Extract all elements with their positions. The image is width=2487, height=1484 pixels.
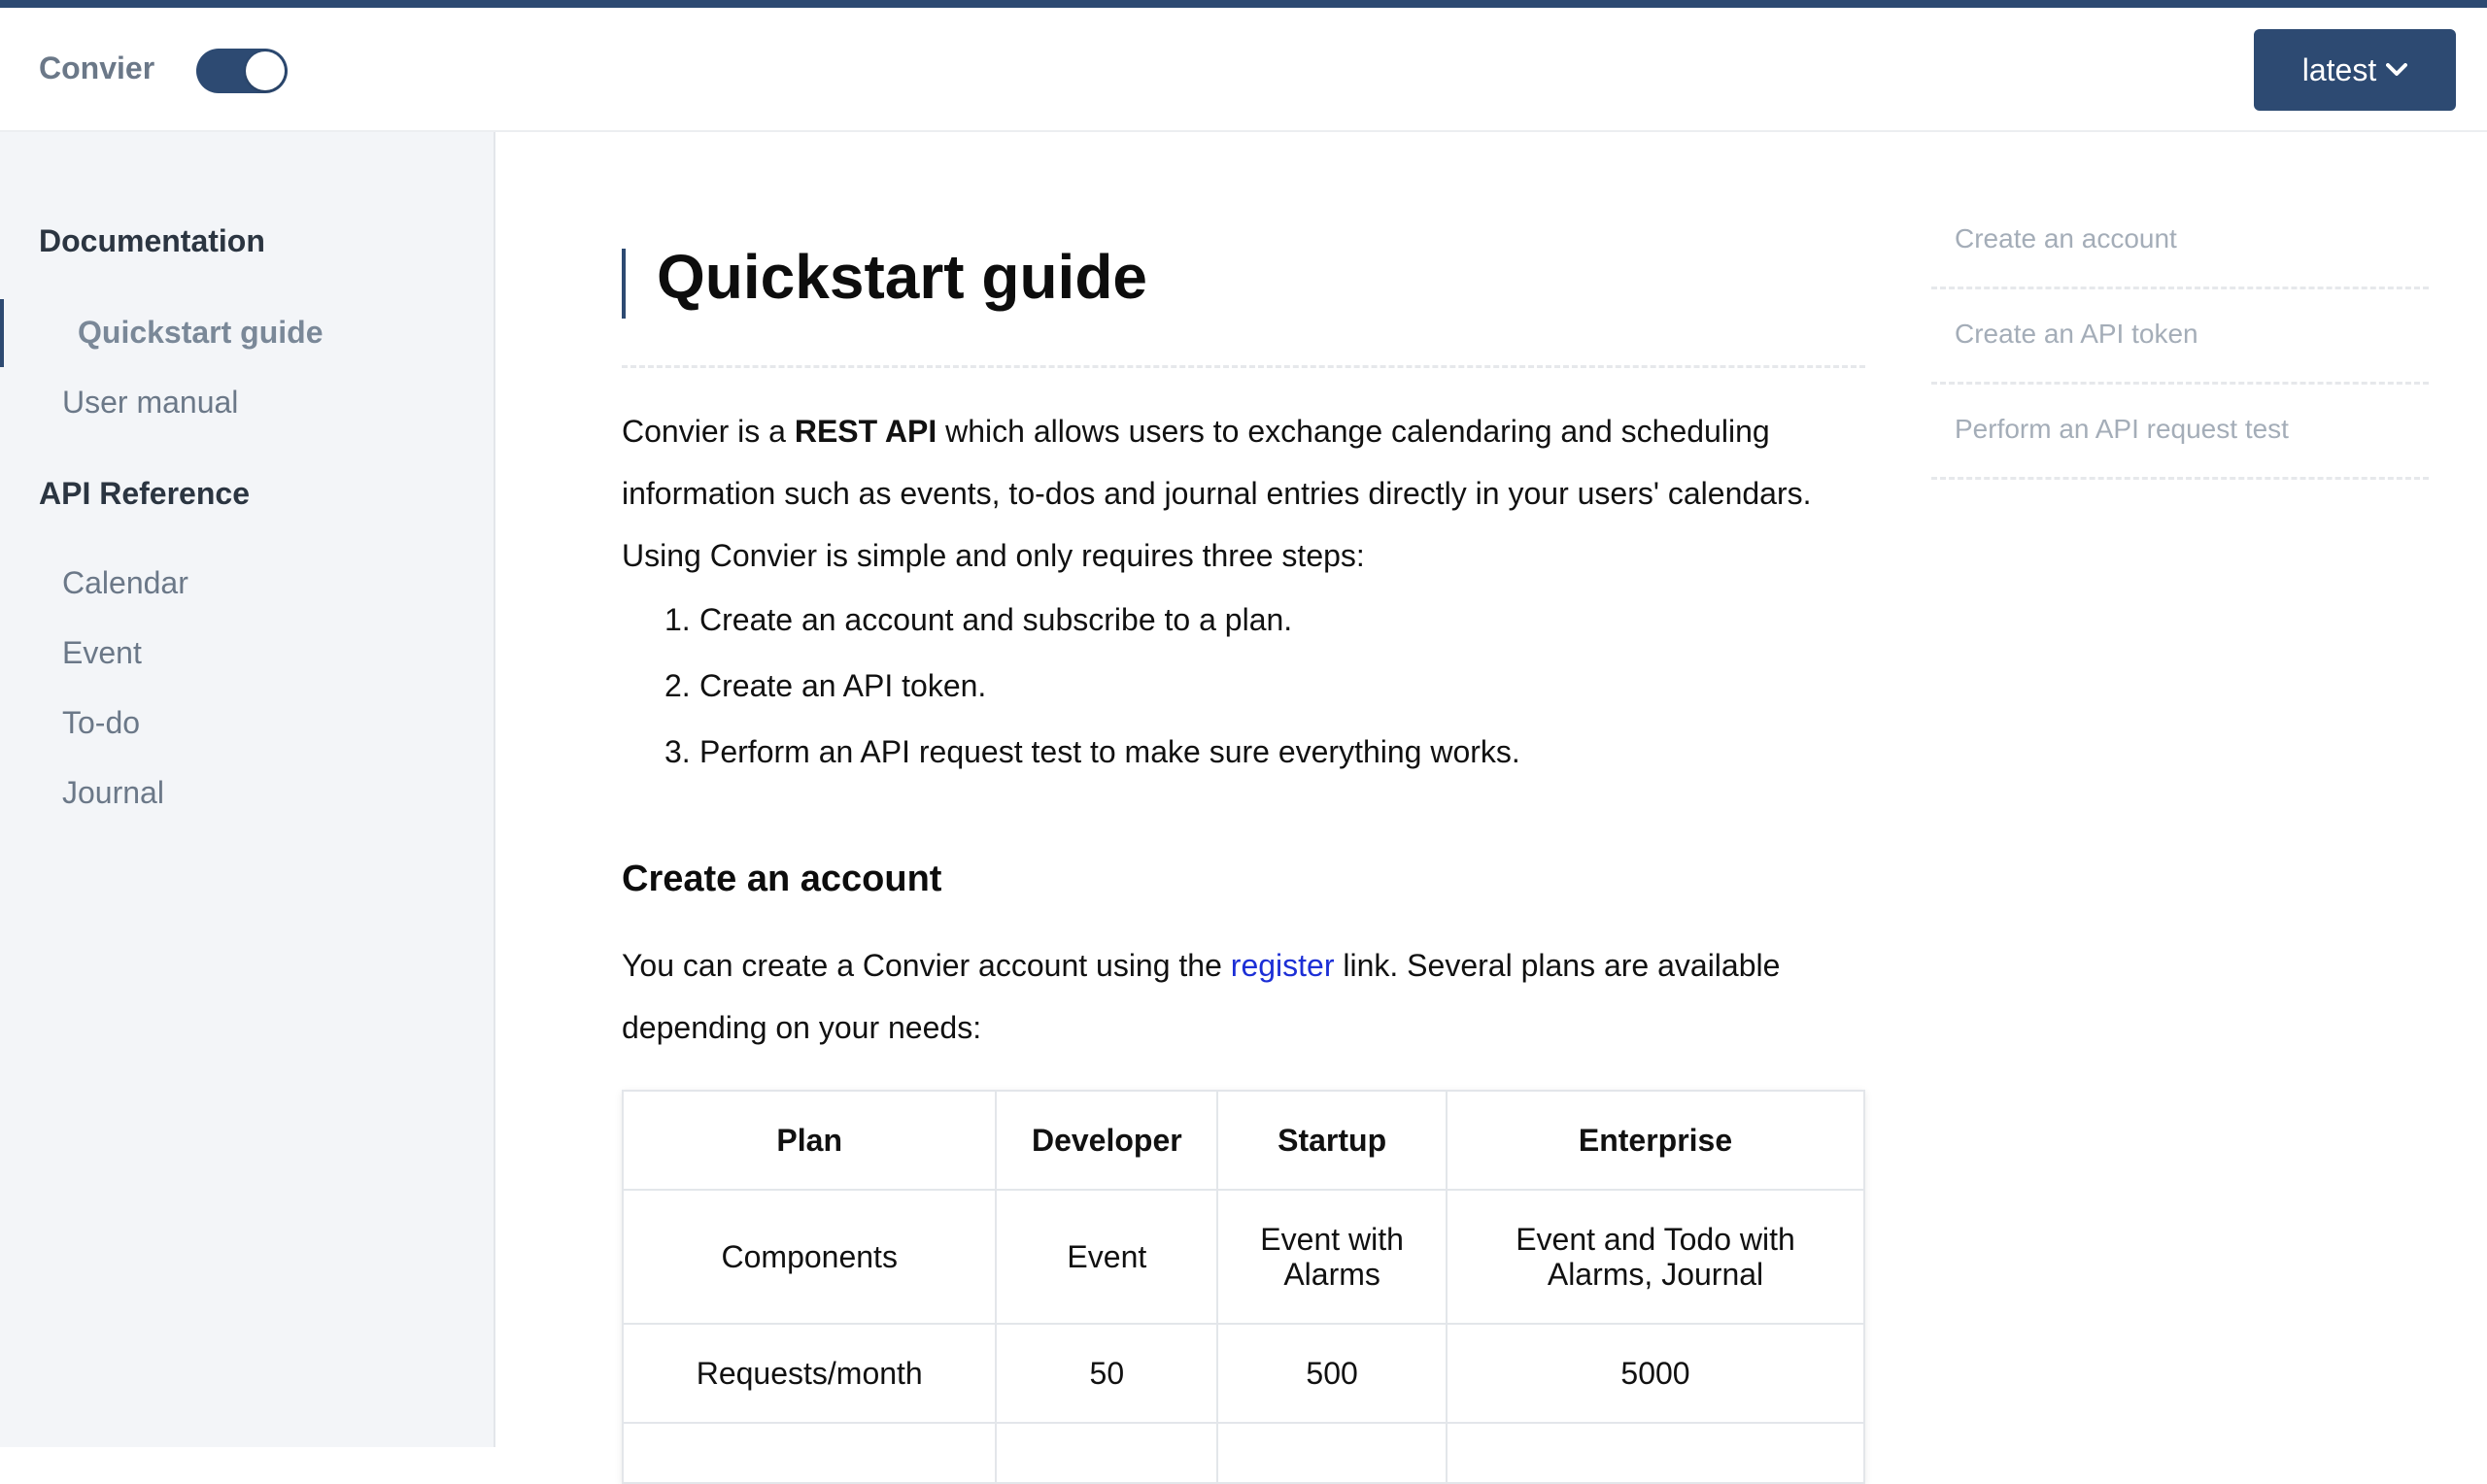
account-suffix: link. Several plans are available depending on your needs: (622, 948, 1781, 1045)
sidebar-item-event[interactable]: Event (62, 635, 142, 670)
table-cell: Components (623, 1190, 996, 1324)
chevron-down-icon (2386, 63, 2407, 77)
table-cell-text: Event and Todo with Alarms, Journal (1516, 1222, 1795, 1292)
list-item: 2. Create an API token. (664, 668, 987, 703)
table-cell: 5000 (1447, 1324, 1864, 1423)
top-accent-bar (0, 0, 2487, 8)
table-cell (1217, 1190, 1447, 1324)
toc-item-perform-api-request-test[interactable] (1931, 385, 2429, 480)
table-header-row (623, 1091, 1864, 1190)
intro-bold: REST API (794, 414, 937, 449)
table-cell: Event (996, 1190, 1217, 1324)
steps-list (622, 587, 1826, 785)
table-cell-text: Event with Alarms (1260, 1222, 1404, 1292)
theme-toggle[interactable] (196, 49, 288, 93)
intro-prefix: Convier is a (622, 414, 795, 449)
account-prefix: You can create a Convier account using the (622, 948, 1231, 983)
intro-paragraph (622, 400, 1865, 524)
toggle-knob (246, 51, 285, 90)
sidebar-active-indicator (0, 299, 4, 367)
table-header-cell: Startup (1217, 1091, 1447, 1190)
page-title: Quickstart guide (657, 242, 1147, 312)
table-cell: 50 (996, 1324, 1217, 1423)
plans-table (622, 1090, 1865, 1484)
table-header-cell: Developer (996, 1091, 1217, 1190)
step-text: Perform an API request test to make sure everything works. (699, 734, 1520, 769)
list-item: 3. Perform an API request test to make sure everything works. (664, 734, 1520, 769)
sidebar (0, 132, 495, 1447)
account-paragraph (622, 934, 1865, 1059)
steps-intro: Using Convier is simple and only requires three steps: (622, 538, 1365, 573)
table-header-cell: Enterprise (1447, 1091, 1864, 1190)
toc-item-label: Create an API token (1955, 319, 2198, 349)
sidebar-item-user-manual[interactable]: User manual (62, 385, 239, 420)
version-label: latest (2301, 51, 2377, 87)
toc-item-label: Create an account (1955, 223, 2177, 253)
table-row (623, 1324, 1864, 1423)
toc-item-create-account[interactable] (1931, 194, 2429, 289)
title-divider (622, 365, 1865, 368)
sidebar-item-quickstart-guide[interactable]: Quickstart guide (78, 315, 324, 350)
table-of-contents (1931, 194, 2429, 480)
title-accent-bar (622, 249, 626, 319)
sidebar-item-calendar[interactable]: Calendar (62, 565, 188, 600)
table-row (623, 1423, 1864, 1483)
register-link[interactable]: register (1230, 948, 1335, 983)
intro-suffix: which allows users to exchange calendaring and scheduling information such as events, to-dos and journal entries directly in your users' calendars. (622, 414, 1812, 511)
table-cell: 500 (1217, 1324, 1447, 1423)
version-dropdown-button[interactable] (2254, 29, 2456, 111)
sidebar-item-to-do[interactable]: To-do (62, 705, 141, 740)
sidebar-item-journal[interactable]: Journal (62, 775, 164, 810)
table-row (623, 1190, 1864, 1324)
sidebar-heading-api-reference: API Reference (39, 476, 250, 511)
table-header-cell: Plan (623, 1091, 996, 1190)
toc-item-create-api-token[interactable] (1931, 289, 2429, 385)
table-cell (1447, 1190, 1864, 1324)
step-text: Create an account and subscribe to a plan. (699, 602, 1293, 637)
header (0, 8, 2487, 132)
section-heading-create-account: Create an account (622, 859, 942, 899)
sidebar-heading-documentation: Documentation (39, 223, 265, 258)
brand-logo-text[interactable]: Convier (39, 51, 155, 85)
list-item: 1. Create an account and subscribe to a plan. (664, 602, 1293, 637)
toc-item-label: Perform an API request test (1955, 414, 2289, 444)
table-cell: Requests/month (623, 1324, 996, 1423)
step-text: Create an API token. (699, 668, 987, 703)
